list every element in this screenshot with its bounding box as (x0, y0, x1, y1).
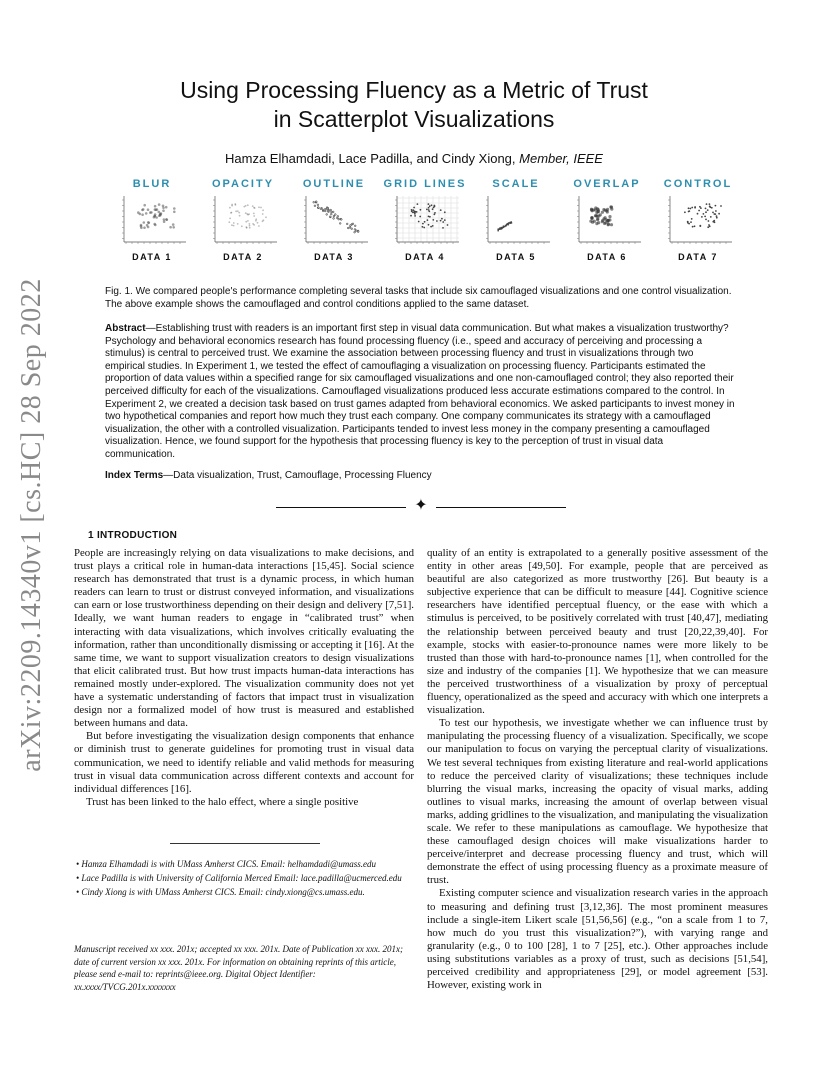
paragraph: quality of an entity is extrapolated to a generally positive assessment of the entity in other areas [49,50]. For example, people that are perceived as beautiful are also categorized as more trustworthy [26]. But beauty is a subjective experience that can be difficult to measure [44]. Cognitive science researchers have identified perceptual fluency, or the ease with which a stimulus is perceived, to be positively correlated with trust [40,47], mediating the relationship between perceived beauty and trust [20,22,39,40]. For example, stocks with easier-to-pronounce names were more likely to be trusted than those with hard-to-pronounce names [1], when controlled for the size and industry of the companies [1]. We hypothesize that we can measure the perceived trustworthiness of a visualization by proxy of perceptual fluency, operationalized as the speed and accuracy with which one interprets a visualization. (427, 547, 768, 717)
scatter-point (498, 229, 499, 230)
figure-panel-blur (110, 176, 194, 268)
scatter-point (233, 222, 235, 224)
scatter-point (703, 213, 705, 215)
mini-scatterplot (207, 194, 279, 248)
scatter-point (327, 210, 329, 212)
scatter-point (331, 211, 333, 213)
scatter-point (255, 218, 257, 220)
scatter-point (691, 207, 693, 209)
scatter-point (709, 206, 711, 208)
scatter-point (414, 213, 416, 215)
scatter-point (163, 220, 166, 223)
scatter-point (591, 217, 594, 220)
scatter-point (313, 201, 315, 203)
scatter-point (253, 213, 255, 215)
scatter-point (245, 221, 247, 223)
figure-caption: Fig. 1. We compared people's performance completing several tasks that include six camouflaged visualizations and one control visualization. The above example shows the camouflaged and control conditions applied to the same dataset. (105, 286, 732, 310)
scatter-point (260, 207, 262, 209)
scatter-point (718, 213, 720, 215)
scatter-point (429, 205, 431, 207)
scatter-point (709, 225, 711, 227)
panel-label: DATA 4 (405, 252, 445, 262)
scatter-point (432, 219, 434, 221)
mini-scatterplot (298, 194, 370, 248)
footnote-item: • Lace Padilla is with University of California Merced Email: lace.padilla@ucmerced.edu (76, 873, 402, 883)
panel-label: DATA 6 (587, 252, 627, 262)
scatter-point (333, 218, 335, 220)
scatter-point (317, 207, 319, 209)
panel-label: DATA 2 (223, 252, 263, 262)
scatter-point (231, 205, 233, 207)
mini-scatterplot (480, 194, 552, 248)
scatter-point (715, 205, 717, 207)
scatter-point (601, 211, 604, 214)
scatter-point (708, 220, 710, 222)
scatter-point (228, 221, 230, 223)
panel-title: BLUR (132, 178, 172, 190)
scatter-point (444, 219, 446, 221)
scatter-point (610, 206, 613, 209)
scatter-point (355, 230, 357, 232)
abstract (105, 323, 735, 462)
divider-star-icon: ✦ (414, 497, 428, 514)
scatter-point (265, 216, 267, 218)
scatter-point (247, 220, 249, 222)
scatter-point (143, 204, 146, 207)
panel-label: DATA 1 (132, 252, 172, 262)
scatter-point (428, 207, 430, 209)
paragraph: Trust has been linked to the halo effect, where a single positive (86, 795, 359, 808)
scatter-point (413, 207, 415, 209)
scatter-point (173, 211, 176, 214)
scatter-point (412, 209, 414, 211)
footnote-item: • Cindy Xiong is with UMass Amherst CICS. Email: cindy.xiong@cs.umass.edu. (76, 887, 365, 897)
scatter-point (440, 209, 442, 211)
mini-scatterplot (662, 194, 734, 248)
scatter-point (596, 217, 599, 220)
mini-scatterplot (571, 194, 643, 248)
paragraph: People are increasingly relying on data visualizations to make decisions, and trust plays a critical role in human-data interactions [15,45]. Social science research has demonstrated that trust is a dynamic process, in which human readers can learn to trust or distrust conveyed information, and visualizations can earn or lose trustworthiness depending on their design and delivery [7,51]. Ideally, we want human readers to engage in “calibrated trust” when interacting with data visualizations, which involves critically evaluating the information, rather than unconditionally dismissing or accepting it [16]. At the same time, we want to support visualization creators to design visualizations that elicit calibrated trust. But how trust impacts human-data interactions has remained mostly under-explored. The visualization community does not yet have a systematic understanding of factors that impact trust in visualization design nor a formalized model of how trust is measured and established between humans and data. (74, 547, 414, 730)
scatter-point (499, 228, 500, 229)
figure-panel-opacity (201, 176, 285, 268)
scatter-point (607, 223, 610, 226)
scatter-point (154, 205, 157, 208)
scatter-point (333, 215, 335, 217)
scatter-point (346, 223, 348, 225)
scatter-point (145, 212, 148, 215)
scatter-point (591, 221, 594, 224)
panel-title: CONTROL (663, 178, 733, 190)
scatter-point (252, 223, 254, 225)
scatter-point (354, 225, 356, 227)
scatter-point (332, 211, 334, 213)
scatter-point (245, 205, 247, 207)
section-divider (276, 497, 566, 514)
scatter-point (606, 208, 609, 211)
scatter-point (715, 210, 717, 212)
author-membership: Member, IEEE (519, 151, 603, 166)
figure-panel-outline (292, 176, 376, 268)
scatter-point (257, 222, 259, 224)
panel-title: SCALE (492, 178, 540, 190)
scatter-point (422, 226, 424, 228)
scatter-point (434, 205, 436, 207)
scatter-point (140, 227, 143, 230)
mini-scatterplot (116, 194, 188, 248)
scatter-point (352, 223, 354, 225)
scatter-point (147, 221, 150, 224)
scatter-point (329, 216, 331, 218)
scatter-point (603, 222, 606, 225)
paragraph: Existing computer science and visualization research varies in the approach to measuring and defining trust [3,12,36]. The most prominent measures include a single-item Likert scale [51,56,56] (e.g., “on a scale from 1 to 7, how much do you trust this visualization?”), with varying range and granularity (e.g., 0 to 100 [28], 1 to 7 [25], etc.). Other approaches include using substitutions variables as a proxy of trust, such as decisions [51,54], perceived credibility and appropriateness [29], or model agreement [53]. However, existing work in (427, 887, 768, 992)
scatter-point (511, 222, 512, 223)
scatter-point (315, 201, 317, 203)
scatter-point (173, 207, 176, 210)
scatter-point (155, 208, 158, 211)
scatter-point (422, 223, 424, 225)
scatter-point (692, 226, 694, 228)
scatter-point (432, 225, 434, 227)
scatter-point (252, 205, 254, 207)
scatter-point (428, 209, 430, 211)
paragraph: To test our hypothesis, we investigate whether we can influence trust by manipulating the processing fluency of a visualization. Specifically, we scope our manipulation to focus on varying the perceptual clarity of visualizations. We test several techniques from existing literature and real-world applications to reduce the perceived clarity of visualizations; these techniques include blurring the visual marks, increasing the opacity of visual marks, adding outlines to visual marks, increasing the amount of overlap between visual marks, adding gridlines to the visualization, and manipulating the visualization scale. We refer to these manipulations as camouflage. We hypothesize that these camouflaged design choices will make visualizations harder to perceive/interpret and decrease processing fluency and trust, which will demonstrate the effect of using processing fluency as a proximate measure of trust. (427, 717, 768, 887)
mini-scatterplot (389, 194, 461, 248)
scatter-point (414, 211, 416, 213)
scatter-point (687, 222, 689, 224)
scatter-point (233, 225, 235, 227)
scatter-point (441, 218, 443, 220)
scatter-point (410, 215, 412, 217)
footnote-rule (170, 843, 320, 844)
scatter-point (317, 204, 319, 206)
scatter-point (241, 225, 243, 227)
footnote-item: • Hamza Elhamdadi is with UMass Amherst CICS. Email: helhamdadi@umass.edu (76, 859, 377, 869)
panel-title: OUTLINE (302, 178, 366, 190)
scatter-point (158, 203, 161, 206)
scatter-point (608, 215, 611, 218)
scatter-point (351, 228, 353, 230)
title-line-1: Using Processing Fluency as a Metric of Trust (180, 77, 648, 103)
scatter-point (229, 207, 231, 209)
scatter-point (417, 203, 419, 205)
scatter-point (447, 224, 449, 226)
scatter-point (324, 210, 326, 212)
scatter-point (701, 216, 703, 218)
scatter-point (231, 224, 233, 226)
scatter-point (143, 221, 146, 224)
scatter-point (246, 227, 248, 229)
index-terms-text: —Data visualization, Trust, Camouflage, Processing Fluency (163, 470, 432, 481)
scatter-point (354, 231, 356, 233)
scatter-point (707, 226, 709, 228)
scatter-point (705, 208, 707, 210)
scatter-point (705, 211, 707, 213)
scatter-point (141, 213, 144, 216)
scatter-point (720, 205, 722, 207)
scatter-point (712, 221, 714, 223)
scatter-point (442, 227, 444, 229)
author-list (0, 151, 828, 166)
scatter-point (601, 219, 604, 222)
scatter-point (334, 214, 336, 216)
scatter-point (440, 220, 442, 222)
scatter-point (237, 223, 239, 225)
scatter-point (162, 207, 165, 210)
scatter-point (688, 210, 690, 212)
paper-title (0, 76, 828, 134)
scatter-point (712, 212, 714, 214)
scatter-point (709, 203, 711, 205)
scatter-point (594, 214, 597, 217)
scatter-point (694, 207, 696, 209)
scatter-point (705, 219, 707, 221)
scatter-point (418, 221, 420, 223)
scatter-point (230, 212, 232, 214)
scatter-point (433, 207, 435, 209)
scatter-point (697, 213, 699, 215)
scatter-point (336, 217, 338, 219)
scatter-point (509, 223, 510, 224)
scatter-point (238, 212, 240, 214)
scatter-point (501, 227, 502, 228)
scatter-point (710, 216, 712, 218)
scatter-point (690, 208, 692, 210)
scatter-point (431, 204, 433, 206)
panel-label: DATA 3 (314, 252, 354, 262)
scatter-point (442, 221, 444, 223)
scatter-point (503, 225, 504, 226)
panel-title: OPACITY (211, 178, 275, 190)
scatter-point (610, 223, 613, 226)
abstract-label: Abstract (105, 323, 146, 334)
figure-panel-grid (383, 176, 467, 268)
column-left (74, 547, 414, 809)
figure-panel-scale (474, 176, 558, 268)
scatter-point (324, 208, 326, 210)
scatter-point (249, 227, 251, 229)
scatter-point (137, 211, 140, 214)
scatter-point (594, 206, 597, 209)
scatter-point (690, 221, 692, 223)
scatter-point (423, 227, 425, 229)
scatter-point (147, 208, 150, 211)
scatter-point (420, 209, 422, 211)
scatter-point (428, 216, 430, 218)
index-terms-label: Index Terms (105, 470, 164, 481)
index-terms (105, 470, 735, 481)
scatter-point (262, 220, 264, 222)
scatter-point (606, 220, 609, 223)
scatter-point (249, 223, 251, 225)
scatter-point (430, 226, 432, 228)
author-names: Hamza Elhamdadi, Lace Padilla, and Cindy Xiong, (225, 151, 516, 166)
scatter-point (691, 218, 693, 220)
scatter-point (239, 215, 241, 217)
scatter-point (247, 214, 249, 216)
scatter-point (237, 210, 239, 212)
scatter-point (700, 207, 702, 209)
scatter-point (428, 203, 430, 205)
scatter-point (162, 209, 165, 212)
panel-label: DATA 7 (678, 252, 718, 262)
figure-panel-control (656, 176, 740, 268)
column-right (427, 547, 768, 992)
scatter-point (327, 208, 329, 210)
scatter-point (684, 211, 686, 213)
scatter-point (347, 227, 349, 229)
scatter-point (314, 205, 316, 207)
scatter-point (172, 226, 175, 229)
scatter-point (597, 214, 600, 217)
scatter-point (262, 213, 264, 215)
scatter-point (506, 225, 507, 226)
scatter-point (714, 213, 716, 215)
author-footnotes (76, 858, 416, 900)
scatter-point (706, 203, 708, 205)
scatter-point (414, 215, 416, 217)
scatter-point (704, 216, 706, 218)
scatter-point (258, 206, 260, 208)
scatter-point (698, 210, 700, 212)
scatter-point (245, 212, 247, 214)
scatter-point (427, 219, 429, 221)
scatter-point (258, 225, 260, 227)
scatter-point (165, 218, 168, 221)
scatter-point (165, 206, 168, 209)
scatter-point (444, 211, 446, 213)
scatter-point (330, 213, 332, 215)
scatter-point (602, 208, 605, 211)
abstract-text: —Establishing trust with readers is an important first step in visual data communication. But what makes a visualization trustworthy? Psychology and behavioral economics research has found processing fluency (i.e., speed and accuracy of perceiving and processing a stimulus) is central to perceived trust. We examine the association between processing fluency and trust in visualizations through two empirical studies. In Experiment 1, we tested the effect of camouflaging a visualization on processing fluency. Participants estimated the proportion of data values within a specified range for six camouflaged visualizations and one non-camouflaged control; they also reported their perceived difficulty for each of the visualizations. Camouflaged visualizations produced less accurate estimations compared to the control. In Experiment 2, we created a decision task based on trust games adapted from behavioral economics. We asked participants to invest money in two hypothetical companies and report how much they trust each company. One company communicates its strategy with a camouflaged visualization, the other with a controlled visualization. Participants tended to invest less money in the company presenting a camouflaged visualization. Hence, we found support for the hypothesis that processing fluency is key to the perception of trust in visual data communication. (105, 323, 735, 460)
scatter-point (510, 223, 511, 224)
scatter-point (716, 215, 718, 217)
scatter-point (436, 220, 438, 222)
scatter-point (149, 211, 152, 214)
title-line-2: in Scatterplot Visualizations (273, 106, 555, 132)
panel-title: GRID LINES (383, 178, 467, 190)
scatter-point (159, 214, 162, 217)
scatter-point (154, 213, 157, 216)
scatter-point (158, 211, 161, 214)
scatter-point (249, 225, 251, 227)
scatter-point (694, 225, 696, 227)
scatter-point (247, 204, 249, 206)
scatter-point (716, 217, 718, 219)
scatter-point (235, 210, 237, 212)
scatter-point (707, 209, 709, 211)
scatter-point (350, 225, 352, 227)
scatter-point (330, 209, 332, 211)
scatter-point (591, 209, 594, 212)
scatter-point (357, 231, 359, 233)
scatter-point (507, 224, 508, 225)
scatter-point (411, 209, 413, 211)
arxiv-stamp: arXiv:2209.14340v1 [cs.HC] 28 Sep 2022 (16, 278, 47, 772)
scatter-point (234, 203, 236, 205)
scatter-point (142, 208, 145, 211)
scatter-point (147, 226, 150, 229)
scatter-point (688, 207, 690, 209)
scatter-point (143, 226, 146, 229)
scatter-point (434, 214, 436, 216)
scatter-point (163, 218, 166, 221)
scatter-point (432, 208, 434, 210)
panel-label: DATA 5 (496, 252, 536, 262)
scatter-point (172, 223, 175, 226)
scatter-point (419, 216, 421, 218)
paragraph: But before investigating the visualization design components that enhance or diminish trust to generate guidelines for promoting trust in visual data communication, we need to identify reliable and valid methods for measuring trust in visual data communication across different contexts and account for individual differences [16]. (74, 730, 414, 795)
scatter-point (154, 224, 157, 227)
teaser-figure (110, 176, 750, 268)
scatter-point (169, 226, 172, 229)
scatter-point (254, 207, 256, 209)
scatter-point (322, 209, 324, 211)
scatter-point (326, 214, 328, 216)
scatter-point (699, 225, 701, 227)
scatter-point (597, 221, 600, 224)
scatter-point (428, 224, 430, 226)
scatter-point (253, 215, 255, 217)
scatter-point (262, 209, 264, 211)
scatter-point (426, 209, 428, 211)
manuscript-note: Manuscript received xx xxx. 201x; accepted xx xxx. 201x. Date of Publication xx xxx. 201x; date of current version xx xxx. 201x. For information on obtaining reprints of this article, please send e-mail to: reprints@ieee.org. Digital Object Identifier: xx.xxxx/TVCG.201x.xxxxxxx (74, 944, 404, 992)
scatter-point (424, 221, 426, 223)
figure-panel-overlap (565, 176, 649, 268)
section-heading: 1 INTRODUCTION (88, 530, 178, 541)
scatter-point (229, 218, 231, 220)
scatter-point (339, 223, 341, 225)
scatter-point (340, 219, 342, 221)
panel-title: OVERLAP (573, 178, 641, 190)
scatter-point (320, 208, 322, 210)
